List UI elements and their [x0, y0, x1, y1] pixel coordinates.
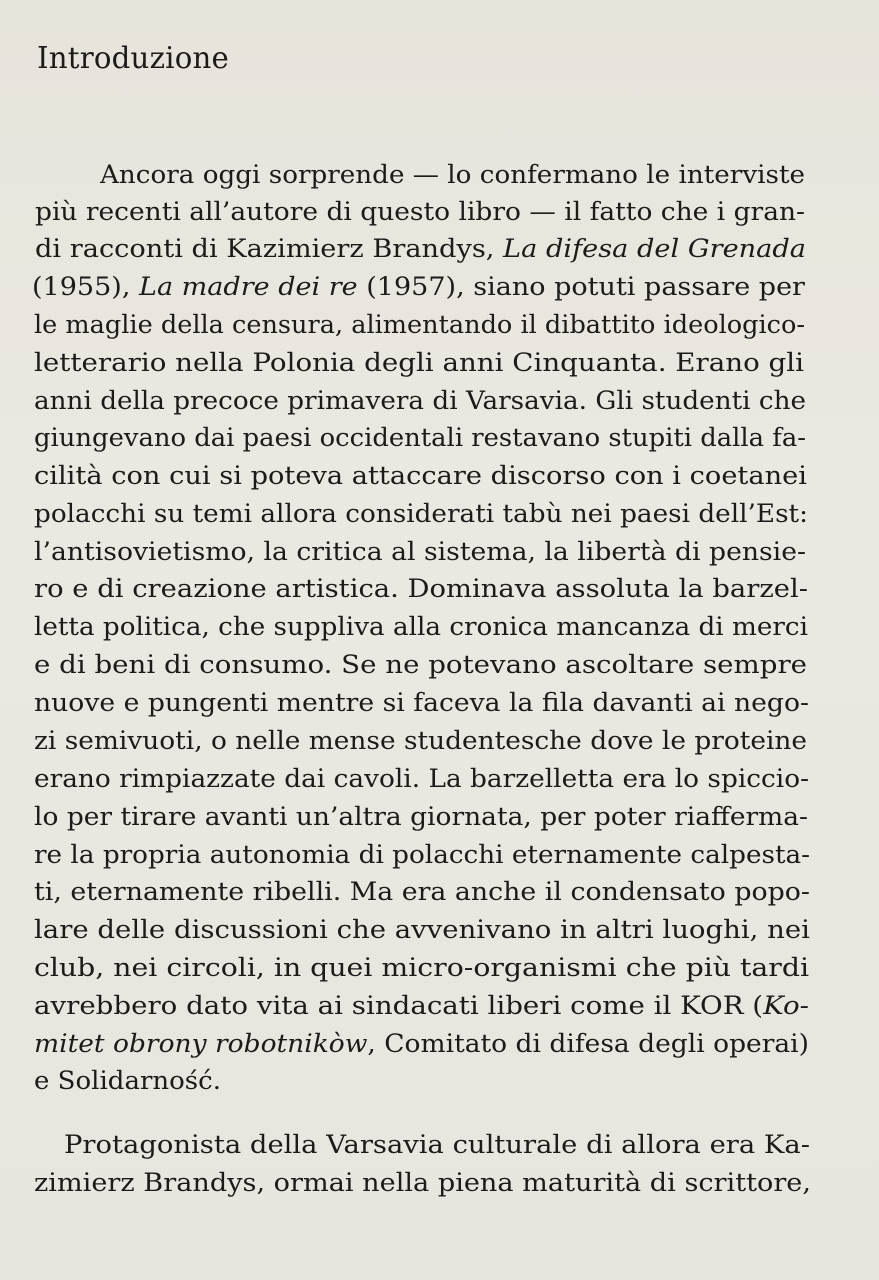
text-line: [35, 234, 806, 264]
text-line: [34, 991, 809, 1021]
text-line: [34, 1066, 221, 1096]
text-line: [34, 764, 809, 794]
text-line: [34, 574, 808, 604]
text-run: (1955),: [32, 272, 140, 302]
text-run: , Comitato di difesa degli operai): [367, 1029, 810, 1059]
text-line: [34, 537, 806, 567]
text-line: [34, 877, 810, 907]
italic-title-text: Ko-: [763, 991, 810, 1021]
page-title: Introduzione: [37, 41, 230, 76]
text-line: [34, 953, 809, 983]
text-run: le maglie della censura, alimentando il dibattito ideologico-: [34, 310, 806, 340]
text-run: l’antisovietismo, la critica al sistema, la libertà di pensie-: [34, 537, 806, 567]
text-line: [34, 1029, 809, 1059]
text-line: [34, 461, 807, 491]
text-run: lo per tirare avanti un’altra giornata, per poter riafferma-: [34, 802, 808, 832]
italic-title-text: La difesa del Grenada: [503, 234, 806, 264]
text-line: [34, 310, 805, 340]
text-run: di racconti di Kazimierz Brandys,: [35, 234, 504, 264]
text-line: [34, 499, 808, 529]
text-run: e Solidarność.: [34, 1066, 221, 1096]
text-line: [34, 386, 806, 416]
text-run: (1957), siano potuti passare per: [357, 272, 805, 302]
text-run: club, nei circoli, in quei micro-organismi che più tardi: [34, 953, 810, 983]
text-run: anni della precoce primavera di Varsavia. Gli studenti che: [34, 386, 807, 416]
text-run: re la propria autonomia di polacchi eternamente calpesta-: [34, 840, 811, 870]
text-run: zi semivuoti, o nelle mense studentesche dove le proteine: [34, 726, 808, 756]
text-line: [100, 160, 805, 190]
text-line: [34, 423, 806, 453]
text-run: letterario nella Polonia degli anni Cinquanta. Erano gli: [34, 348, 805, 378]
text-run: Protagonista della Varsavia culturale di allora era Ka-: [64, 1130, 810, 1160]
text-line: [34, 726, 807, 756]
text-run: nuove e pungenti mentre si faceva la fila davanti ai nego-: [34, 688, 810, 718]
text-run: avrebbero dato vita ai sindacati liberi come il KOR (: [34, 991, 764, 1021]
text-run: ti, eternamente ribelli. Ma era anche il condensato popo-: [34, 877, 810, 907]
text-run: più recenti all’autore di questo libro — il fatto che i gran-: [35, 197, 805, 227]
text-line: [34, 348, 804, 378]
text-run: erano rimpiazzate dai cavoli. La barzelletta era lo spiccio-: [34, 764, 809, 794]
text-line: [35, 197, 805, 227]
text-line: [34, 802, 808, 832]
text-run: lare delle discussioni che avvenivano in altri luoghi, nei: [34, 915, 810, 945]
text-run: cilità con cui si poteva attaccare discorso con i coetanei: [34, 461, 807, 491]
text-run: e di beni di consumo. Se ne potevano ascoltare sempre: [34, 650, 808, 680]
text-line: [34, 650, 807, 680]
text-run: Ancora oggi sorprende — lo confermano le interviste: [100, 160, 805, 190]
italic-title-text: La madre dei re: [139, 272, 358, 302]
text-run: polacchi su temi allora considerati tabù nei paesi dell’Est:: [34, 499, 808, 529]
text-run: zimierz Brandys, ormai nella piena maturità di scrittore,: [34, 1168, 811, 1198]
text-line: [64, 1130, 810, 1160]
text-line: [34, 688, 809, 718]
text-line: [32, 272, 805, 302]
text-line: [34, 612, 808, 642]
text-run: giungevano dai paesi occidentali restavano stupiti dalla fa-: [34, 423, 806, 453]
text-line: [34, 915, 810, 945]
text-run: ro e di creazione artistica. Dominava assoluta la barzel-: [34, 574, 809, 604]
italic-title-text: mitet obrony robotnikòw: [34, 1029, 368, 1059]
text-line: [34, 840, 810, 870]
text-line: [34, 1168, 811, 1198]
text-run: letta politica, che suppliva alla cronica mancanza di merci: [34, 612, 808, 642]
